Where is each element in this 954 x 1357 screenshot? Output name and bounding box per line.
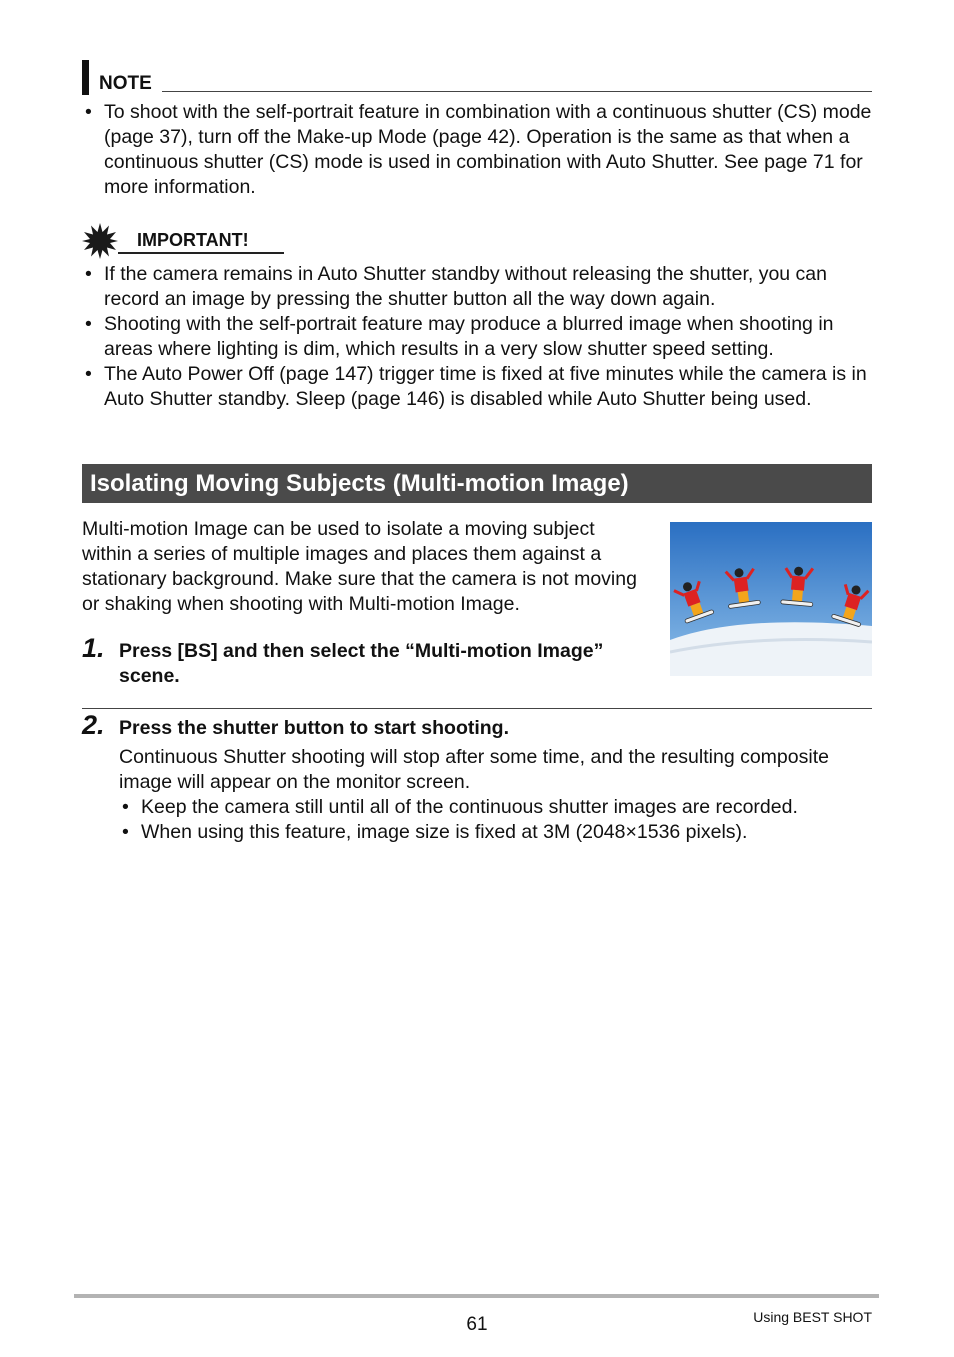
- important-label: IMPORTANT!: [137, 230, 249, 250]
- step-2-bullet: • Keep the camera still until all of the continuous shutter images are recorded.: [122, 796, 798, 818]
- page-number: 61: [466, 1314, 488, 1335]
- important-rule: [118, 252, 284, 254]
- step-divider: [82, 708, 872, 709]
- footer-rule: [74, 1294, 879, 1298]
- important-item: • Shooting with the self-portrait feature may produce a blurred image when shooting in areas where lighting is dim, which results in a very slow shutter speed setting.: [85, 313, 834, 360]
- important-item: • The Auto Power Off (page 147) trigger time is fixed at five minutes while the camera is in Auto Shutter standby. Sleep (page 146) is disabled while Auto Shutter being used.: [85, 363, 867, 410]
- step-1-number: 1.: [82, 633, 105, 663]
- snowboarder-multi-motion-photo: [670, 522, 872, 676]
- section-title: Isolating Moving Subjects (Multi-motion Image): [90, 470, 629, 497]
- section-header-bar: [82, 464, 872, 503]
- step-2-bullet: • When using this feature, image size is fixed at 3M (2048×1536 pixels).: [122, 821, 748, 843]
- note-marker: [82, 60, 89, 95]
- important-item: • If the camera remains in Auto Shutter standby without releasing the shutter, you can record an image by pressing the shutter button all the way down again.: [85, 263, 827, 310]
- step-2-heading: Press the shutter button to start shooting.: [119, 717, 510, 739]
- step-1-heading: Press [BS] and then select the “Multi-motion Image” scene.: [119, 640, 604, 687]
- note-label: NOTE: [99, 73, 152, 94]
- starburst-icon: [82, 223, 118, 259]
- note-rule: [162, 91, 872, 92]
- footer-section-name: Using BEST SHOT: [753, 1309, 872, 1325]
- note-list: [82, 100, 872, 200]
- section-intro: Multi-motion Image can be used to isolate a moving subject within a series of multiple images and places them against a stationary background. Make sure that the camera is not moving or shaking when shooting with Multi-motion Image.: [82, 518, 637, 615]
- step-2-body: Continuous Shutter shooting will stop after some time, and the resulting composite image will appear on the monitor screen.: [119, 746, 829, 793]
- note-item: • To shoot with the self-portrait feature in combination with a continuous shutter (CS) mode (page 37), turn off the Make-up Mode (page 42). Operation is the same as that when a continuous shutter (CS) mode is used in combination with Auto Shutter. See page 71 for more information.: [85, 101, 872, 198]
- step-2-bullets: [119, 795, 872, 845]
- step-2-number: 2.: [82, 710, 105, 740]
- important-list: [82, 262, 872, 412]
